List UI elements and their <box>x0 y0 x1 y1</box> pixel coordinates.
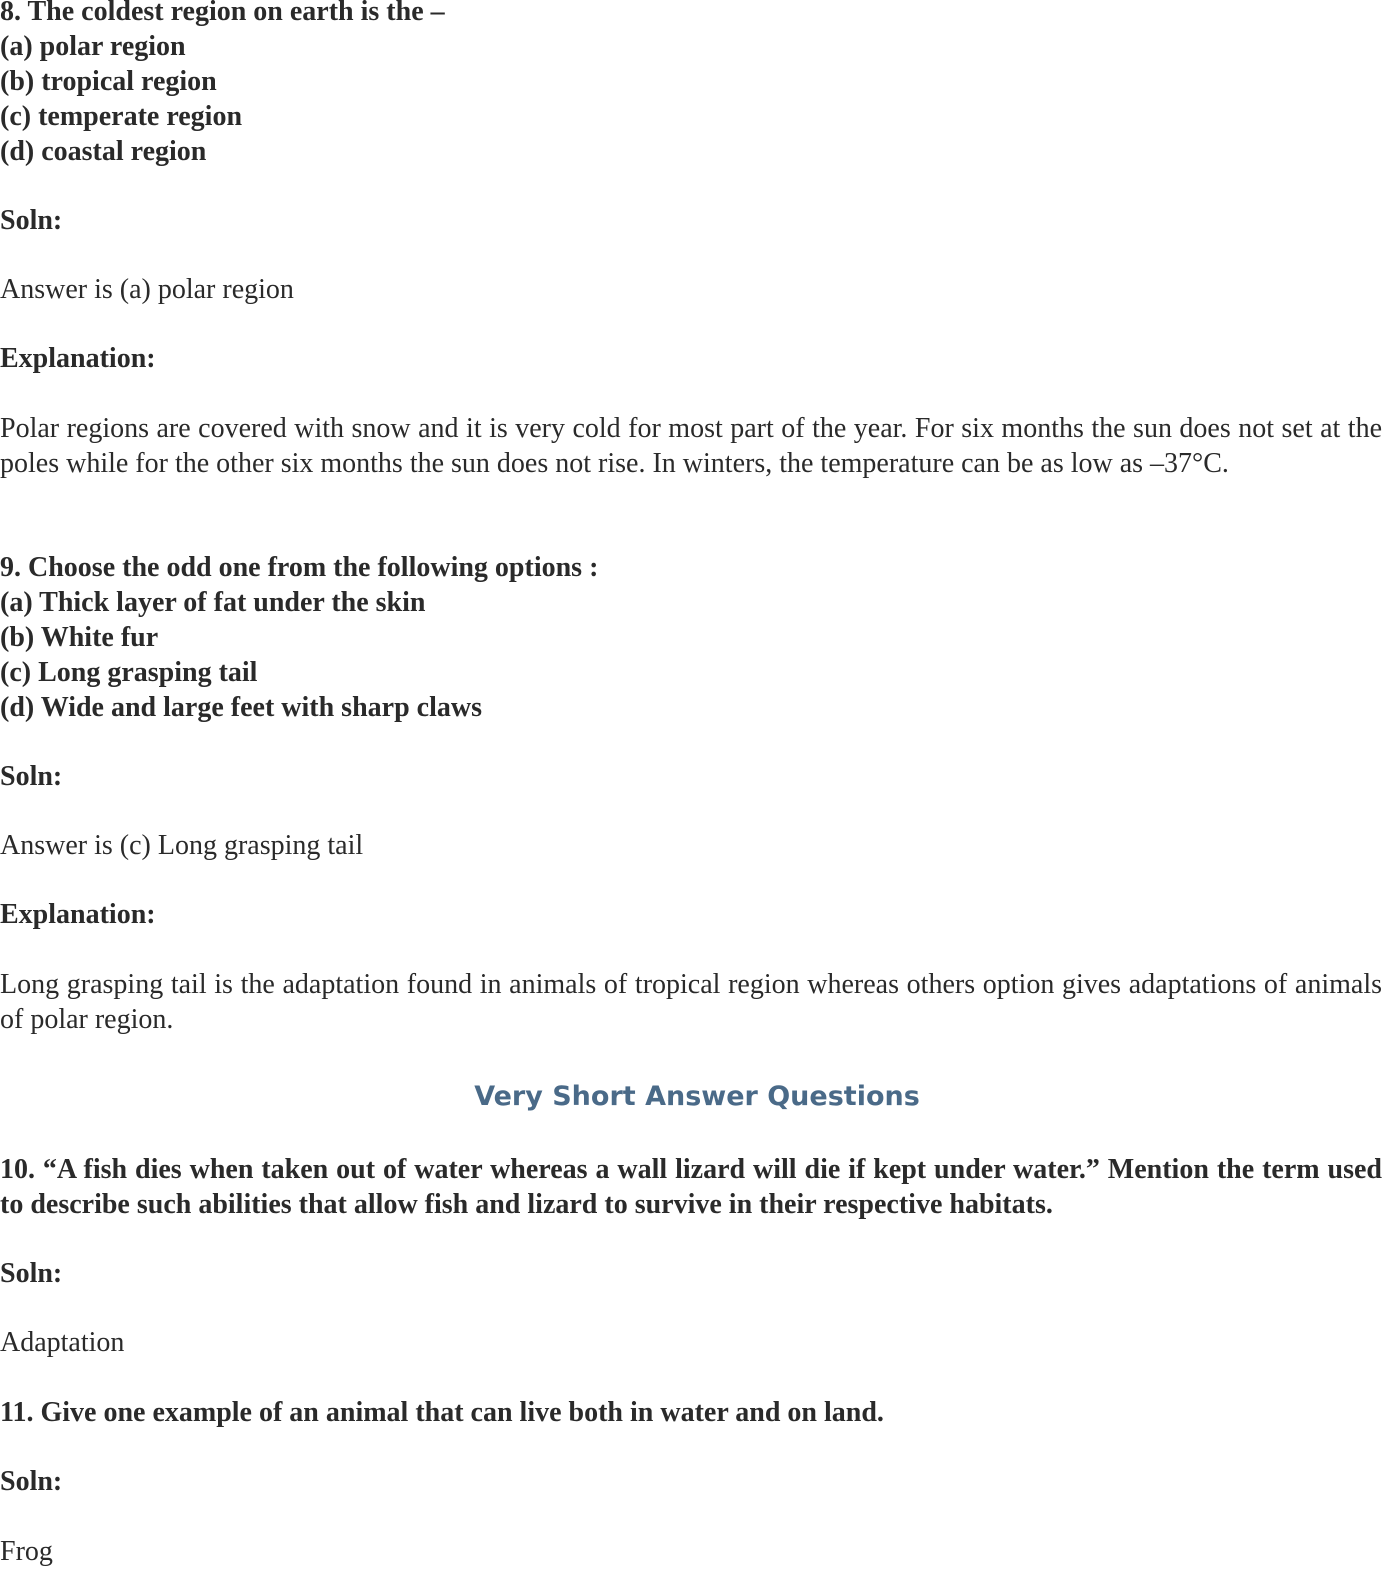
option-8c: (c) temperate region <box>0 101 243 132</box>
option-8d: (d) coastal region <box>0 136 207 167</box>
explanation-8: Polar regions are covered with snow and it is very cold for most part of the year. For six months the sun does not set at the poles while for the other six months the sun does not rise. In winters, the temperature can be as low as –37°C. <box>0 413 1382 479</box>
explanation-9: Long grasping tail is the adaptation found in animals of tropical region whereas others option gives adaptations of animals of polar region. <box>0 969 1382 1035</box>
explanation-label-8: Explanation: <box>0 343 156 374</box>
option-9b: (b) White fur <box>0 622 159 653</box>
soln-label-10: Soln: <box>0 1258 63 1289</box>
answer-11: Frog <box>0 1536 53 1567</box>
question-11: 11. Give one example of an animal that can live both in water and on land. <box>0 1397 884 1428</box>
explanation-label-9: Explanation: <box>0 899 156 930</box>
answer-8: Answer is (a) polar region <box>0 274 294 305</box>
section-heading: Very Short Answer Questions <box>474 1081 920 1112</box>
option-9d: (d) Wide and large feet with sharp claws <box>0 692 482 723</box>
soln-label-9: Soln: <box>0 761 63 792</box>
soln-label-8: Soln: <box>0 205 63 236</box>
option-8b: (b) tropical region <box>0 66 217 97</box>
question-9: 9. Choose the odd one from the following options : <box>0 552 599 583</box>
question-8: 8. The coldest region on earth is the – <box>0 0 445 27</box>
answer-9: Answer is (c) Long grasping tail <box>0 830 364 861</box>
soln-label-11: Soln: <box>0 1466 63 1497</box>
question-10: 10. “A fish dies when taken out of water whereas a wall lizard will die if kept under water.” Mention the term used to describe such abilities that allow fish and lizard to survive in their respective habitats. <box>0 1154 1382 1220</box>
option-8a: (a) polar region <box>0 31 186 62</box>
option-9a: (a) Thick layer of fat under the skin <box>0 587 426 618</box>
option-9c: (c) Long grasping tail <box>0 657 258 688</box>
answer-10: Adaptation <box>0 1327 125 1358</box>
